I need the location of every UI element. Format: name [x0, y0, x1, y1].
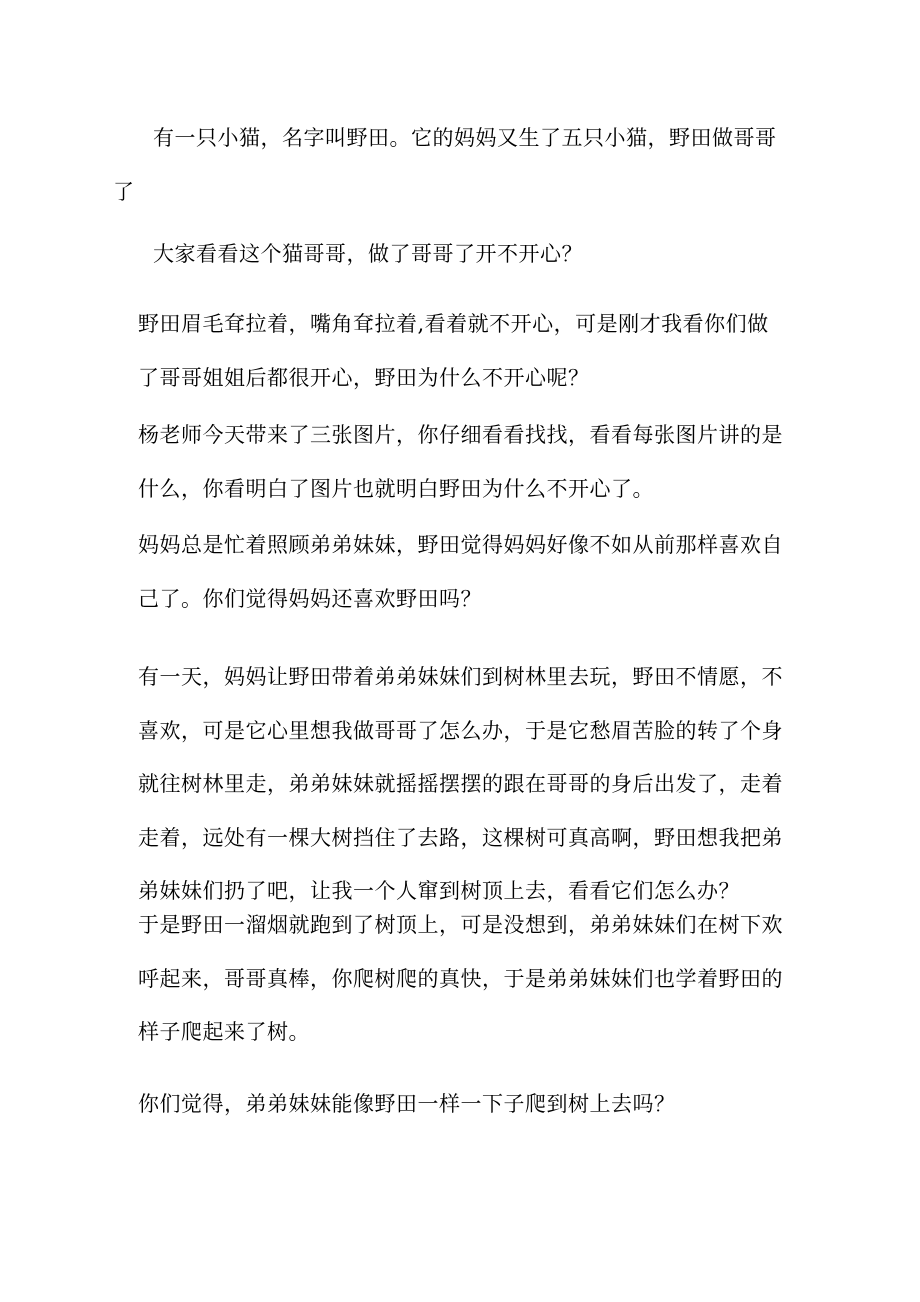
paragraph-3: 野田眉毛耷拉着，嘴角耷拉着,看着就不开心，可是刚才我看你们做了哥哥姐姐后都很开心，野田为什么不开心呢？ [138, 312, 769, 390]
paragraph-2: 大家看看这个猫哥哥，做了哥哥了开不开心？ [153, 242, 583, 266]
paragraph-8: 你们觉得，弟弟妹妹能像野田一样一下子爬到树上去吗？ [138, 1092, 676, 1116]
paragraph-7: 于是野田一溜烟就跑到了树顶上，可是没想到，弟弟妹妹们在树下欢呼起来，哥哥真棒，你爬树爬的真快，于是弟弟妹妹们也学着野田的样子爬起来了树。 [138, 913, 783, 1044]
paragraph-5: 妈妈总是忙着照顾弟弟妹妹，野田觉得妈妈好像不如从前那样喜欢自己了。你们觉得妈妈还喜欢野田吗？ [138, 533, 783, 611]
paragraph-4: 杨老师今天带来了三张图片，你仔细看看找找，看看每张图片讲的是什么，你看明白了图片也就明白野田为什么不开心了。 [138, 423, 783, 501]
paragraph-1: 有一只小猫，名字叫野田。它的妈妈又生了五只小猫，野田做哥哥了 [113, 126, 777, 204]
paragraph-6: 有一天，妈妈让野田带着弟弟妹妹们到树林里去玩，野田不情愿，不喜欢，可是它心里想我做哥哥了怎么办，于是它愁眉苦脸的转了个身就往树林里走，弟弟妹妹就摇摇摆摆的跟在哥哥的身后出发了，走着走着，远处有一棵大树挡住了去路，这棵树可真高啊，野田想我把弟弟妹妹们扔了吧，让我一个人窜到树顶上去，看看它们怎么办？ [138, 665, 783, 903]
